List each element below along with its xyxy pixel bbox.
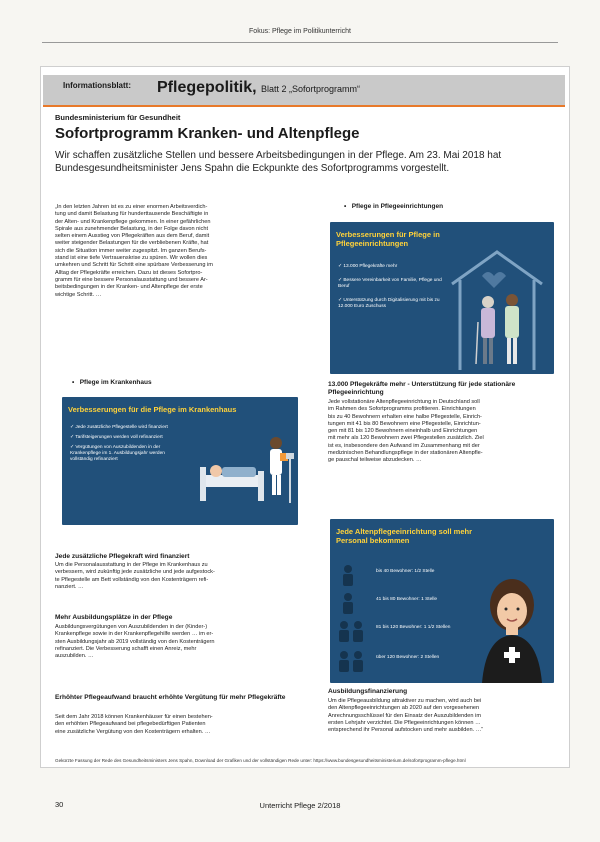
care-effort-text bbox=[55, 714, 305, 736]
training-places-line: Ausbildungsvergütungen von Auszubildenden in der (Kinder-) bbox=[55, 624, 208, 630]
care-effort-line: den erhöhten Pflegeaufwand bei pflegebedürftigen Patienten bbox=[55, 721, 206, 728]
intro-text bbox=[55, 204, 305, 299]
care-staff-heading: 13.000 Pflegekräfte mehr - Unterstützung für jede stationäre Pflegeeinrichtung bbox=[328, 381, 516, 396]
intro-line: Spirale aus zunehmender Belastung, in der Folge davon nicht bbox=[55, 225, 208, 232]
worksheet-banner bbox=[43, 75, 565, 107]
bullet-hospital: • Pflege im Krankenhaus bbox=[72, 379, 152, 386]
intro-line: wichtige Schritt. … bbox=[55, 291, 102, 298]
banner-title: Pflegepolitik, bbox=[157, 79, 257, 96]
training-funding-line: Anrechnungsschlüssel für den Einsatz der Auszubildenden im bbox=[328, 712, 481, 719]
intro-line: stand ist eine tiefe Vertrauenskrise zu spüren. Wir wollen dies bbox=[55, 255, 208, 262]
hospital-item: ✓ Tarifsteigerungen werden voll refinanziert bbox=[70, 435, 163, 440]
training-places-text bbox=[55, 624, 305, 660]
hospital-infographic bbox=[62, 397, 298, 525]
training-funding-line: entsprechend ihr Personal aufstocken und mehr ausbilden. …“ bbox=[328, 727, 484, 734]
care-staff-line: medizinischen Behandlungspflege in der stationären Altenpfle- bbox=[328, 450, 483, 457]
intro-line: der Alten- und Krankenpflege gekommen. In einer gefährlichen bbox=[55, 218, 211, 225]
article-title: Sofortprogramm Kranken- und Altenpflege bbox=[55, 125, 360, 142]
hospital-item: ✓ Jede zusätzliche Pflegestelle wird finanziert bbox=[70, 425, 168, 430]
banner-kicker: Informationsblatt: bbox=[63, 81, 131, 90]
hospital-line: te Pflegestelle am Bett vollständig von den Kostenträgern refi- bbox=[55, 576, 209, 583]
page-number: 30 bbox=[55, 800, 64, 809]
training-places-heading: Mehr Ausbildungsplätze in der Pflege bbox=[55, 614, 173, 621]
hospital-line: verbessern, wird zukünftig jede zusätzliche und jede aufgestock- bbox=[55, 569, 215, 576]
training-funding-line: ersten Lehrjahr verzichtet. Die Pflegeeinrichtungen können … bbox=[328, 719, 481, 726]
care-staff-line: Jede vollstationäre Altenpflegeeinrichtung in Deutschland soll bbox=[328, 399, 480, 405]
care-staff-line: gen mit 81 bis 120 Bewohnern eineinhalb und Einrichtungen bbox=[328, 428, 478, 435]
training-places-line: auszubilden. … bbox=[55, 653, 94, 660]
care-staff-line: tungen mit 41 bis 80 Bewohnern eine Pflegestelle, Einrichtun- bbox=[328, 420, 481, 427]
training-funding-line: den Altenpflegeeinrichtungen ab 2020 auf den vorgesehenen bbox=[328, 705, 480, 712]
bullet-care-label: Pflege in Pflegeeinrichtungen bbox=[351, 203, 444, 210]
running-head: Fokus: Pflege im Politikunterricht bbox=[249, 28, 351, 35]
training-places-line: sten Ausbildungsjahr ab 2019 vollständig von den Kostenträgern bbox=[55, 638, 215, 645]
ministry-label: Bundesministerium für Gesundheit bbox=[55, 113, 181, 122]
elderly-care-illustration bbox=[442, 242, 552, 372]
training-funding-text bbox=[328, 698, 568, 734]
care-staff-line: ist es, insbesondere den Aufwand im Zusammenhang mit der bbox=[328, 442, 480, 449]
hospital-line: Um die Personalausstattung in der Pflege im Krankenhaus zu bbox=[55, 562, 208, 568]
intro-line: beitsbedingungen in der Kranken- und Altenpflege der erste bbox=[55, 284, 203, 291]
journal-footer: Unterricht Pflege 2/2018 bbox=[259, 801, 341, 810]
hospital-text bbox=[55, 562, 305, 591]
hospital-line: nanziert. … bbox=[55, 583, 84, 590]
training-places-line: Krankenpflege sowie in der Krankenpflegehilfe werden … im er- bbox=[55, 631, 214, 638]
care-item: ✓ Unterstützung durch Digitalisierung mit bis zu 12.000 Euro Zuschuss bbox=[338, 298, 440, 309]
facility-row: 81 bis 120 Bewohner: 1 1/2 Stellen bbox=[376, 625, 451, 630]
care-staff-line: ge pauschal teilweise abzudecken. … bbox=[328, 457, 422, 464]
hospital-item: ✓ Vergütungen von Auszubildenden in der Krankenpflege im 1. Ausbildungsjahr werden vollständig refinanziert bbox=[70, 445, 165, 462]
care-staff-line: im Rahmen des Sofortprogramms profitieren. Einrichtungen bbox=[328, 406, 476, 413]
intro-line: gramm für eine bessere Personalausstattung und bessere Ar- bbox=[55, 276, 208, 283]
care-infographic bbox=[330, 222, 554, 374]
care-staff-text bbox=[328, 399, 568, 465]
bullet-care-facilities: • Pflege in Pflegeeinrichtungen bbox=[344, 203, 444, 210]
facility-row: 41 bis 80 Bewohner: 1 Stelle bbox=[376, 597, 438, 602]
bullet-hospital-label: Pflege im Krankenhaus bbox=[79, 379, 152, 386]
care-staff-line: mit mehr als 120 Bewohnern zwei Pflegestellen zusätzlich. Ziel bbox=[328, 435, 484, 442]
intro-line: „In den letzten Jahren ist es zu einer enormen Arbeitsverdich- bbox=[55, 204, 208, 210]
staff-figures-icon bbox=[338, 563, 374, 679]
header-divider bbox=[42, 42, 558, 43]
nurse-portrait bbox=[476, 571, 548, 683]
training-places-line: refinanziert. Die Verbesserung schafft einen Anreiz, mehr bbox=[55, 645, 197, 652]
care-infographic-title: Verbesserungen für Pflege in Pflegeeinrichtungen bbox=[336, 230, 440, 248]
article-lead: Wir schaffen zusätzliche Stellen und bessere Arbeitsbedingungen in der Pflege. Am 23. Mai 2018 hat Bundesgesundheitsminister Jens Spahn die Eckpunkte des Sofortprogramms vorgestellt. bbox=[55, 150, 502, 174]
hospital-heading: Jede zusätzliche Pflegekraft wird finanziert bbox=[55, 553, 190, 560]
intro-line: selten einem Ausstieg von Pflegekräften aus dem Beruf, damit bbox=[55, 233, 210, 240]
care-item: ✓ Bessere Vereinbarkeit von Familie, Pflege und Beruf bbox=[338, 278, 442, 289]
care-effort-line: Seit dem Jahr 2018 können Krankenhäuser für einen bestehen- bbox=[55, 714, 213, 720]
care-effort-heading: Erhöhter Pflegeaufwand braucht erhöhte Vergütung für mehr Pflegekräfte bbox=[55, 694, 286, 701]
banner-subtitle: Blatt 2 „Sofortprogramm“ bbox=[261, 84, 361, 94]
training-funding-line: Um die Pflegeausbildung attraktiver zu machen, wird auch bei bbox=[328, 698, 482, 704]
intro-line: umkehren und Schritt für Schritt eine spürbare Verbesserung im bbox=[55, 262, 213, 269]
training-funding-heading: Ausbildungsfinanzierung bbox=[328, 688, 408, 695]
intro-line: weiter steigender Belastungen für die verbliebenen Kräfte, hat bbox=[55, 240, 209, 247]
facility-row: bis 40 Bewohner: 1/2 Stelle bbox=[376, 569, 435, 574]
care-staff-line: bis zu 40 Bewohnern erhalten eine halbe Pflegestelle, Einrich- bbox=[328, 413, 482, 420]
facility-infographic bbox=[330, 519, 554, 683]
care-item: ✓ 13.000 Pflegekräfte mehr bbox=[338, 264, 398, 269]
care-effort-line: eine zusätzliche Vergütung von den Kostenträgern erhalten. … bbox=[55, 728, 211, 735]
source-note: Gekürzte Fassung der Rede des Gesundheitsministers Jens Spahn, Download der Grafiken und der vollständigen Rede unter: https://www.bundesgesundheitsministerium.de/sofortprogramm-pflege.html bbox=[55, 758, 466, 763]
intro-line: Alltag der Pflegekräfte erreichen. Dazu ist dieses Sofortpro- bbox=[55, 269, 203, 276]
hospital-infographic-title: Verbesserungen für die Pflege im Krankenhaus bbox=[68, 405, 237, 414]
facility-row: über 120 Bewohner: 2 Stellen bbox=[376, 655, 440, 660]
hospital-bed-illustration bbox=[192, 427, 296, 523]
intro-line: tung und damit Belastung für hunderttausende Beschäftigte in bbox=[55, 211, 209, 218]
intro-line: sich die Situation immer weiter zugespitzt. Im ganzen Berufs- bbox=[55, 247, 207, 254]
facility-infographic-title: Jede Altenpflegeeinrichtung soll mehr Personal bekommen bbox=[336, 527, 472, 545]
